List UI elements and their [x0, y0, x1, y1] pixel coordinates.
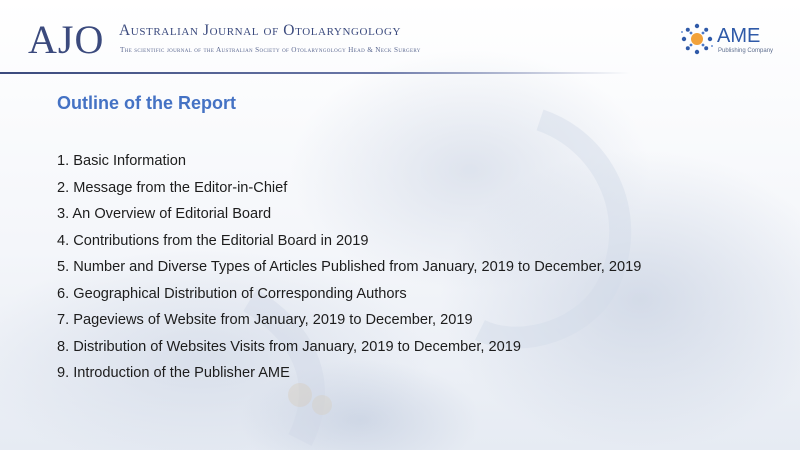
journal-logo: AJO	[28, 17, 105, 62]
outline-item: 6. Geographical Distribution of Corresponding Authors	[57, 285, 407, 302]
outline-list	[57, 148, 641, 387]
outline-item: 5. Number and Diverse Types of Articles Published from January, 2019 to December, 2019	[57, 259, 642, 275]
journal-name: Australian Journal of Otolaryngology	[119, 22, 402, 39]
outline-item: 9. Introduction of the Publisher AME	[57, 365, 290, 381]
outline-item: 7. Pageviews of Website from January, 2019 to December, 2019	[57, 312, 473, 328]
header-divider	[0, 72, 630, 74]
journal-subtitle: The scientific journal of the Australian Society of Otolaryngology Head & Neck Surgery	[120, 46, 421, 54]
publisher-name: AME	[717, 25, 761, 47]
publisher-logo	[680, 22, 780, 62]
outline-item: 1. Basic Information	[57, 153, 186, 169]
slide-title: Outline of the Report	[57, 93, 236, 113]
publisher-tagline: Publishing Company	[718, 48, 774, 54]
outline-item: 2. Message from the Editor-in-Chief	[57, 179, 288, 196]
header	[0, 0, 800, 76]
outline-item: 3. An Overview of Editorial Board	[57, 206, 272, 222]
ame-dots-icon	[680, 22, 714, 56]
outline-item: 4. Contributions from the Editorial Board in 2019	[57, 232, 369, 249]
outline-item: 8. Distribution of Websites Visits from January, 2019 to December, 2019	[57, 338, 521, 355]
